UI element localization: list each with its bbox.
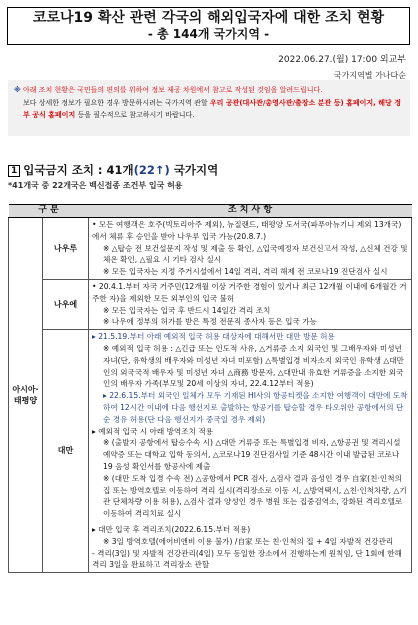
page-title: 코로나19 확산 관련 각국의 해외입국자에 대한 조치 현황 — [32, 10, 385, 26]
measure-line: ※ 모든 입국자는 입국 후 반드시 14일간 격리 조치 — [103, 305, 271, 315]
page-subtitle: - 총 144개 국가지역 - — [147, 27, 270, 41]
table-row — [9, 218, 412, 280]
measures-cell — [89, 330, 412, 573]
section-subtitle: *41개국 중 22개국은 백신접종 조건부 입국 허용 — [8, 181, 183, 190]
table-row — [9, 330, 412, 573]
measure-line: ▸ 21.5.19.부터 아래 예외적 입국 허용 대상자에 대해서만 대만 방문 허용 — [92, 332, 335, 342]
measures-table — [8, 204, 412, 573]
section-title-suffix: 국가지역 — [169, 163, 219, 177]
notice-text-2b: 등을 필수적으로 참고하시기 바랍니다. — [77, 111, 195, 119]
notice-line-1 — [14, 84, 404, 97]
table-header-row — [9, 205, 412, 218]
measure-line: • 20.4.1.부터 자국 거주민(12개월 이상 거주한 경험이 있거나 최근 12개월 이내에 6개월간 거주한 자)을 제외한 모든 외부인의 입국 불허 — [92, 281, 407, 303]
section-title: 입국금지 조치 : 41개 — [23, 163, 134, 177]
section-heading — [8, 162, 218, 178]
measure-line: • 모든 여행객은 호주(빅토리아주 제외), 뉴질랜드, 태평양 도서국(파푸아뉴기니 제외 13개국)에서 체류 후 승인을 받아 나우루 입국 가능(20.8.7.) — [92, 220, 402, 241]
measure-line: ▸ 22.6.15.부터 외국인 일체가 모두 기재된 HI사의 항공티켓을 소지한 여행객이 대만에 도착하여 12시간 이내에 다음 행선지로 출발하는 항공기를 탑승할 경우 타오위안 공항에서의 단순 경유 허용(단 다음 행선지가 중국일 경우 제외) — [103, 391, 408, 424]
measure-line: ※ 나우에 정부의 허가를 받은 특정 전문직 종사자 등은 입국 가능 — [103, 317, 317, 327]
measure-line: ※ 3일 방역호텔(에어비앤비 이용 불가) /自家 또는 친·인척의 집 + 4일 자발적 건강관리 — [103, 536, 394, 546]
header-measures: 조 치 사 항 — [89, 205, 412, 218]
measure-line: ▸ 대만 입국 후 격리조치(2022.6.15.부터 적용) — [92, 524, 251, 534]
measures-cell — [89, 218, 412, 280]
country-cell: 나우루 — [43, 218, 89, 280]
title-box — [7, 7, 410, 45]
table-row — [9, 279, 412, 329]
order-note: 국가지역별 가나다순 — [333, 71, 406, 80]
measure-line: ▸ 예외적 입국 시 아래 방역조치 적용 — [92, 426, 213, 436]
notice-line-2 — [14, 97, 404, 122]
notice-text-2-red: 우리 공관(대사관/총영사관/출장소 분관 등) 홈페이지, 해당 정부 공식 홈페이지 — [23, 98, 401, 119]
notice-mark: ※ — [14, 86, 21, 94]
measure-line: ※ (대만 도착 입경 수속 전) △공항에서 PCR 검사, △검사 결과 음성인 경우 自家(친·인척의 집 또는 방역호텔로 이동하여 격리 실시(격리장소로 이동 시, △방역택시, △친·인척차량, △기관 단체차량 이용 허용), △검사 결과 양성인 경우 병원 또는 집중검역소, 강화된 격리호텔로 이동하여 격리치료 실시 — [103, 473, 407, 519]
notice-box — [8, 80, 410, 136]
measure-line: ※ 모든 입국자는 지정 주거시설에서 14일 격리, 격리 해제 전 코로나19 진단검사 실시 — [103, 267, 388, 277]
country-cell: 나우에 — [43, 279, 89, 329]
measure-line: ※ △탑승 전 보건설문지 작성 및 제출 등 확인, △입국예정자 보건신고서 작성, △신체 건강 및 체온 확인, △필요 시 기타 검사 실시 — [103, 243, 408, 265]
section-number: 1 — [8, 165, 20, 177]
notice-text-2a: 보다 상세한 정보가 필요한 경우 방문하시려는 국가지역 관할 — [23, 98, 208, 107]
date-line: 2022.06.27.(월) 17:00 외교부 — [278, 55, 406, 65]
measure-line: - 격리(3일) 및 자발적 건강관리(4일) 모두 동일한 장소에서 진행하는게 원칙임, 단 1회에 한해 격리 3일을 완료하고 격리장소 관할 — [92, 548, 402, 570]
region-cell: 아시아·태평양 — [9, 218, 43, 573]
header-category: 구 분 — [9, 205, 89, 218]
country-cell: 대만 — [43, 330, 89, 573]
notice-text-1: 아래 조치 현황은 국민들의 편의를 위하여 정보 제공 차원에서 참고로 작성된 것임을 알려드립니다. — [23, 86, 323, 94]
measures-cell — [89, 279, 412, 329]
measure-line: ※ (출발지 공항에서 탑승수속 시) △대만 거류증 또는 특별입경 비자, △항공권 및 격리시설 예약증 또는 대학교 입학 동의서, △코로나19 진단검사일 기준 48시간 이내 발급된 코로나19 음성 확인서를 항공사에 제출 — [103, 438, 401, 471]
measure-line: ※ 예외적 입국 허용 : △긴급 또는 인도적 사유, △거류증 소지 외국인 및 그배우자와 미성년 자녀(단, 유학생의 배우자와 미성년 자녀 미포함) △특별입경 비자소지 외국인 유학생 △대만인의 외국국적 배우자 및 미성년 자녀 △商務 방문자, △대만내 유효한 거류증을 소지한 외국인의 배우자 가족(부모및 20세 이상의 자녀, 22.4.12부터 적용) — [103, 343, 404, 389]
section-title-increase: (22↑) — [133, 163, 170, 177]
